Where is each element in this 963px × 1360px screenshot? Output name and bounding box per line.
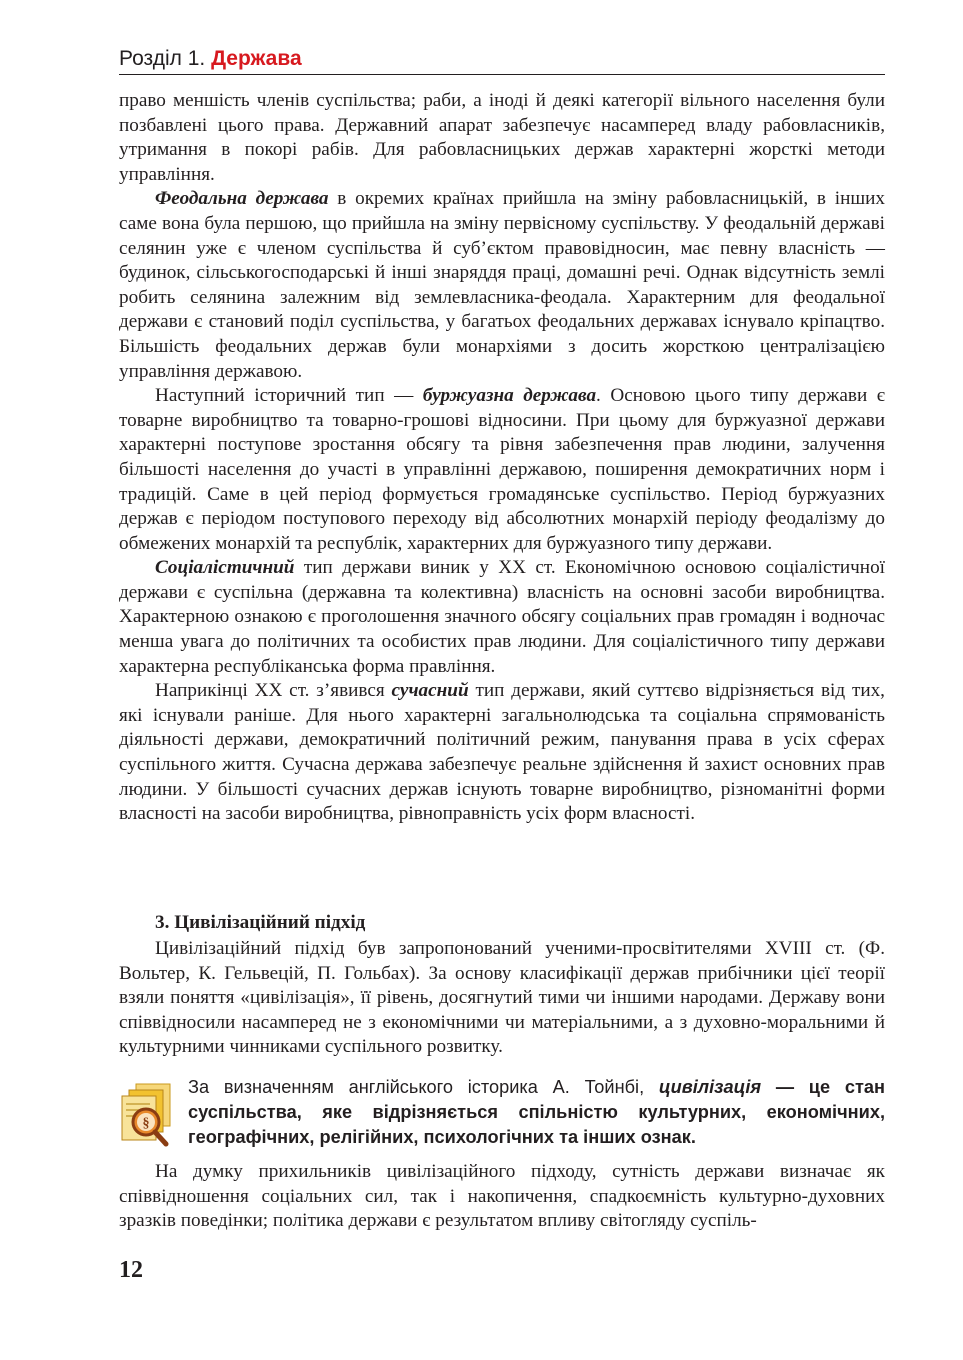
paragraph-modern-state: Наприкінці XX ст. з’явився сучасний тип держави, який суттєво відрізняється від тих, які існували раніше. Для нього характерні загальнолюдська та соціальна спрямованість діяльності держави, демократичний політичний режим, панування права в усіх сферах суспільного життя. Сучасна держава забезпечує реальне здійснення й захист основних прав людини. У більшості сучасних держав існують товарне виробництво, різноманітні форми власності на засоби виробництва, рівноправність усіх форм власності. [119,680,885,825]
paragraph-symbol: § [142,1116,150,1131]
body-text-block-1 [119,89,885,827]
paragraph-civilizational-essence: На думку прихильників цивілізаційного підходу, сутність держави визначає як співвідношення соціальних сил, так і накопичення, спадкоємність культурно-духовних зразків поведінки; політика держави є результатом впливу світогляду суспіль- [119,1161,885,1232]
page-number: 12 [119,1257,143,1283]
term-socialist: Соціалістичний [155,557,295,579]
running-header [119,46,885,75]
paragraph-bourgeois-state: Наступний історичний тип — буржуазна держава. Основою цього типу держави є товарне виробництво та товарно-грошові відносини. При цьому для буржуазної держави характерні поступове зростання обсягу та рівня забезпечення прав людини, залучення більшості населення до участі в управлінні державою, поширення демократичних норм і традицій. Саме в цей період формується громадянське суспільство. Період буржуазних держав є періодом поступового переходу від абсолютних монархій періоду феодалізму до обмежених монархій та республік, характерних для буржуазного типу держави. [119,385,885,554]
document-law-magnifier-icon [120,1082,178,1148]
civilization-definition: — це стан суспільства, яке відрізняється спільністю культурних, економічних, географічних, релігійних, психологічних та інших ознак. [188,1077,885,1147]
paragraph-civilizational-approach: Цивілізаційний підхід був запропонований ученими-просвітителями XVIII ст. (Ф. Вольтер, К. Гельвецій, П. Гольбах). За основу класифікації держав прибічники цієї теорії взяли поняття «цивілізація», її рівень, досягнутий тими чи іншими народами. Державу вони співвідносили насамперед не з економічними чи матеріальними, а з духовно-моральними й культурними чинниками суспільного розвитку. [119,938,885,1058]
body-text-block-2 [119,1160,885,1234]
term-feudal-state: Феодальна держава [155,188,329,210]
definition-callout: За визначенням англійського історика А. Тойнбі, цивілізація — це стан суспільства, яке відрізняється спільністю культурних, економічних, географічних, релігійних, психологічних та інших ознак. [188,1077,885,1147]
term-modern: сучасний [391,680,469,702]
body-text-section-3 [119,937,885,1060]
paragraph-slave-state-end: право меншість членів суспільства; раби, а іноді й деякі категорії вільного населення були позбавлені цього права. Державний апарат забезпечує насамперед владу рабовласників, утримання в покорі рабів. Для рабовласницьких держав характерні жорсткі методи управління. [119,90,885,185]
term-bourgeois-state: буржуазна держава [422,385,597,407]
section-heading: 3. Цивілізаційний підхід [155,912,366,933]
chapter-label: Розділ 1. [119,47,206,70]
paragraph-feudal-state: Феодальна держава в окремих країнах прийшла на зміну рабовласницькій, в інших саме вона була першою, що прийшла на зміну первісному суспільству. У феодальній державі селянин уже є членом суспільства й суб’єктом правовідносин, має певну власність — будинок, сільськогосподарські й інші знаряддя праці, домашні речі. Однак відсутність землі робить селянина залежним від землевласника-феодала. Характерним для феодальної держави є становий поділ суспільства, у багатьох феодальних державах існувало кріпацтво. Більшість феодальних держав були монархіями з досить жорсткою централізацією управління державою. [119,188,886,382]
term-civilization: цивілізація [658,1077,762,1097]
chapter-topic: Держава [211,47,302,70]
paragraph-socialist-state: Соціалістичний тип держави виник у XX ст. Економічною основою соціалістичної держави є суспільна (державна та колективна) власність на основні засоби виробництва. Характерною ознакою є проголошення значного обсягу соціальних прав громадян і водночас менша увага до політичних та особистих прав людини. Для соціалістичного типу держави характерна республіканська форма правління. [119,557,885,677]
